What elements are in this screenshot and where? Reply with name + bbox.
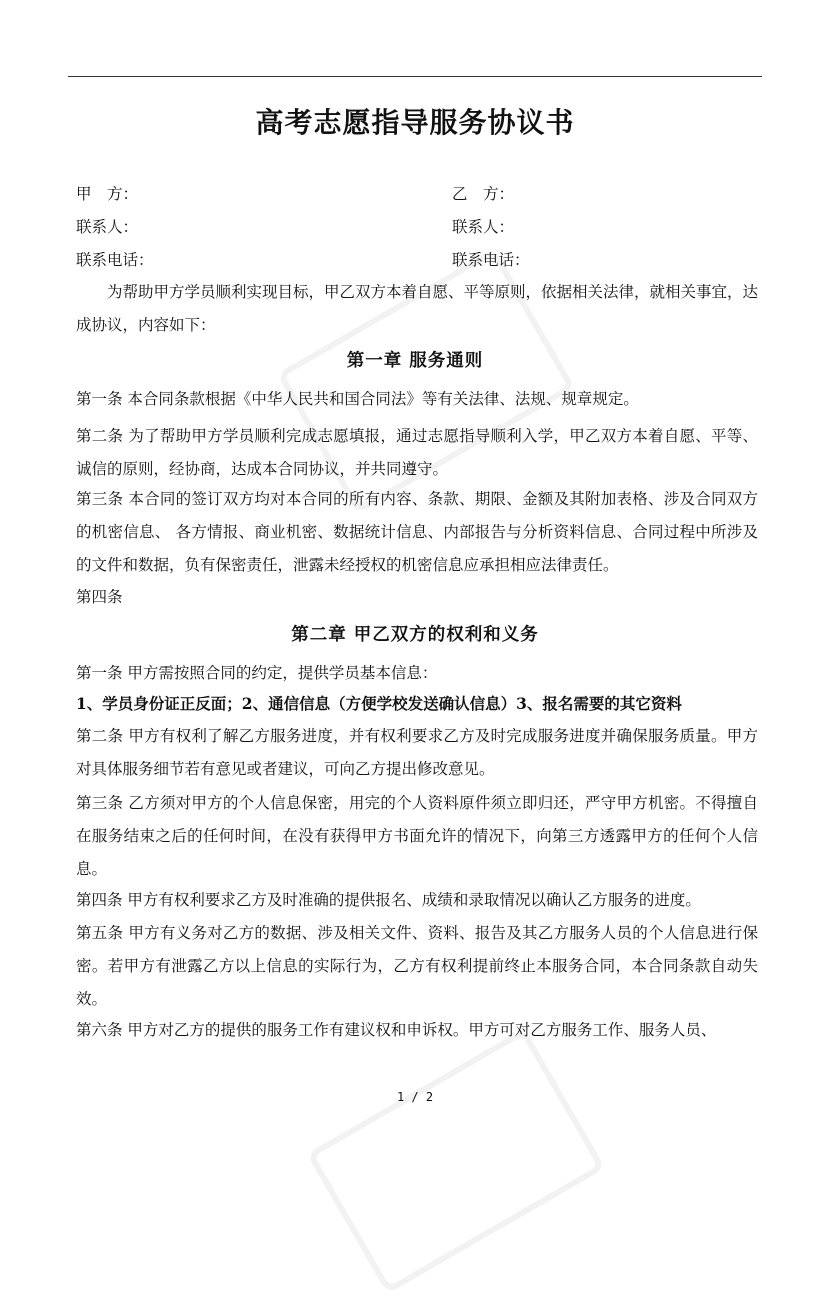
chapter2-article-2: 第二条 甲方有权利了解乙方服务进度，并有权利要求乙方及时完成服务进度并确保服务质量。甲方对具体服务细节若有意见或者建议，可向乙方提出修改意见。 bbox=[76, 727, 758, 778]
party-b-label: 乙 方： bbox=[452, 185, 515, 203]
chapter1-article-1: 第一条 本合同条款根据《中华人民共和国合同法》等有关法律、法规、规章规定。 bbox=[76, 390, 639, 408]
chapter1-heading: 第一章 服务通则 bbox=[346, 351, 484, 371]
chapter1-article-3: 第三条 本合同的签订双方均对本合同的所有内容、条款、期限、金额及其附加表格、涉及合同双方的机密信息、 各方情报、商业机密、数据统计信息、内部报告与分析资料信息、合同过程中所涉及的文件和数据，负有保密责任，泄露未经授权的机密信息应承担相应法律责任。 bbox=[76, 490, 758, 574]
contact-b-label: 联系人： bbox=[452, 218, 515, 236]
watermark bbox=[306, 1028, 605, 1294]
phone-a-label: 联系电话： bbox=[76, 251, 154, 269]
required-materials-list: 1、学员身份证正反面；2、通信信息（方便学校发送确认信息）3、报名需要的其它资料 bbox=[76, 694, 682, 713]
party-a-label: 甲 方： bbox=[76, 185, 139, 203]
intro-paragraph: 为帮助甲方学员顺利实现目标，甲乙双方本着自愿、平等原则，依据相关法律，就相关事宜，达成协议，内容如下： bbox=[76, 283, 759, 334]
chapter2-article-1: 第一条 甲方需按照合同的约定，提供学员基本信息： bbox=[76, 664, 438, 682]
chapter2-article-3: 第三条 乙方须对甲方的个人信息保密，用完的个人资料原件须立即归还，严守甲方机密。不得擅自在服务结束之后的任何时间，在没有获得甲方书面允许的情况下，向第三方透露甲方的任何个人信息。 bbox=[76, 794, 758, 878]
page-title: 高考志愿指导服务协议书 bbox=[255, 106, 575, 139]
chapter2-article-6: 第六条 甲方对乙方的提供的服务工作有建议权和申诉权。甲方可对乙方服务工作、服务人员、 bbox=[76, 1021, 717, 1039]
page-number: 1 / 2 bbox=[396, 1090, 434, 1104]
chapter1-article-2: 第二条 为了帮助甲方学员顺利完成志愿填报，通过志愿指导顺利入学，甲乙双方本着自愿、平等、诚信的原则，经协商，达成本合同协议，并共同遵守。 bbox=[76, 427, 758, 478]
contact-a-label: 联系人： bbox=[76, 218, 139, 236]
phone-b-label: 联系电话： bbox=[452, 251, 530, 269]
chapter2-heading: 第二章 甲乙双方的权利和义务 bbox=[291, 625, 539, 645]
chapter2-article-5: 第五条 甲方有义务对乙方的数据、涉及相关文件、资料、报告及其乙方服务人员的个人信息进行保密。若甲方有泄露乙方以上信息的实际行为，乙方有权利提前终止本服务合同，本合同条款自动失效。 bbox=[76, 924, 758, 1008]
chapter1-article-4: 第四条 bbox=[76, 588, 123, 606]
chapter2-article-4: 第四条 甲方有权利要求乙方及时准确的提供报名、成绩和录取情况以确认乙方服务的进度。 bbox=[76, 891, 701, 909]
header-rule bbox=[68, 76, 762, 77]
